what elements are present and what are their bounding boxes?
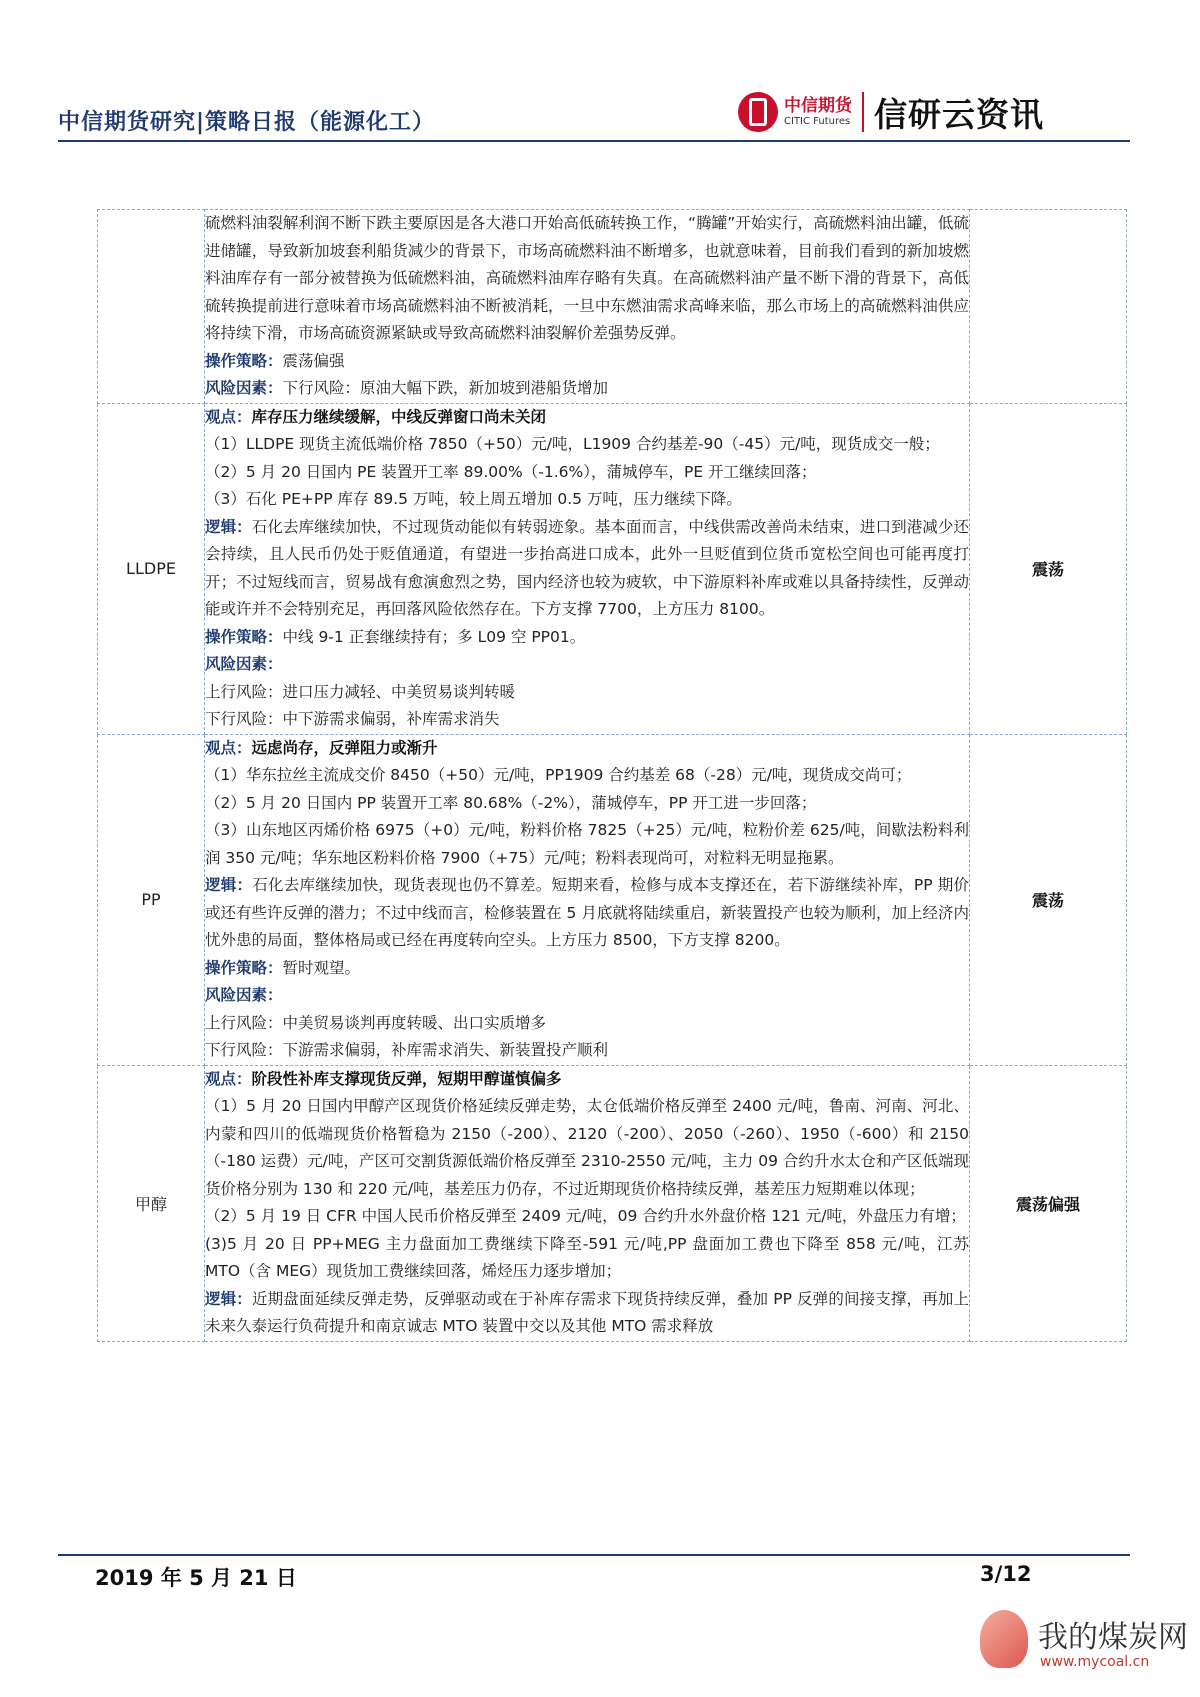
view-label: 观点： [205,407,252,426]
view-text: 库存压力继续缓解，中线反弹窗口尚未关闭 [251,407,547,426]
verdict-cell [970,210,1127,404]
point-item: （2）5 月 20 日国内 PE 装置开工率 89.00%（-1.6%），蒲城停车，PE 开工继续回落； [205,462,817,481]
logic-text: 近期盘面延续反弹走势，反弹驱动或在于补库存需求下现货持续反弹，叠加 PP 反弹的间接支撑，再加上未来久泰运行负荷提升和南京诚志 MTO 装置中交以及其他 MTO 需求释放 [205,1289,969,1335]
point-item: （1）LLDPE 现货主流低端价格 7850（+50）元/吨，L1909 合约基差-90（-45）元/吨，现货成交一般； [205,435,940,453]
verdict-cell: 震荡 [970,734,1127,1065]
point-item: （3）石化 PE+PP 库存 89.5 万吨，较上周五增加 0.5 万吨，压力继续下降。 [205,490,742,508]
watermark-name: 我的煤炭网 [1038,1620,1188,1655]
point-item: （3）山东地区丙烯价格 6975（+0）元/吨，粉料价格 7825（+25）元/吨，粒粉价差 625/吨，间歇法粉料利润 350 元/吨；华东地区粉料价格 7900（+75）元/吨；粉料表现尚可，对粒料无明显拖累。 [205,821,969,867]
risk-up-text: 上行风险：进口压力减轻、中美贸易谈判转暖 [205,682,516,701]
risk-label: 风险因素： [205,379,283,397]
logic-label: 逻辑： [205,876,253,894]
logic-text: 石化去库继续加快，现货表现也仍不算差。短期来看，检修与成本支撑还在，若下游继续补库，PP 期价或还有些许反弹的潜力；不过中线而言，检修装置在 5 月底就将陆续重启，新装置投产也较为顺利，加上经济内忧外患的局面，整体格局或已经在再度转向空头。上方压力 8500，下方支撑 8200。 [205,876,969,949]
risk-up-text: 上行风险：中美贸易谈判再度转暖、出口实质增多 [205,1013,547,1032]
page-number: 3/12 [980,1562,1032,1586]
point-item: （2）5 月 19 日 CFR 中国人民币价格反弹至 2409 元/吨，09 合约升水外盘价格 121 元/吨，外盘压力有增； [205,1207,966,1225]
risk-line [205,982,969,1010]
category-cell [98,210,205,404]
point-item: （1）5 月 20 日国内甲醇产区现货价格延续反弹走势，太仓低端价格反弹至 2400 元/吨，鲁南、河南、河北、内蒙和四川的低端现货价格暂稳为 2150（-200）、2120（-200）、2050（-260）、1950（-600）和 2150（-180 运费）元/吨，产区可交割货源低端价格反弹至 2310-2550 元/吨，主力 09 合约升水太仓和产区低端现货价格分别为 130 和 220 元/吨，基差压力仍存，不过近期现货价格持续反弹，基差压力短期难以体现； [205,1097,969,1198]
analysis-text: 硫燃料油裂解利润不断下跌主要原因是各大港口开始高低硫转换工作，“腾罐”开始实行，高硫燃料油出罐，低硫进储罐，导致新加坡套利船货减少的背景下，市场高硫燃料油不断增多，也就意味着，目前我们看到的新加坡燃料油库存有一部分被替换为低硫燃料油，高硫燃料油库存略有失真。在高硫燃料油产量不断下滑的背景下，高低硫转换提前进行意味着市场高硫燃料油不断被消耗，一旦中东燃油需求高峰来临，那么市场上的高硫燃料油供应将持续下滑，市场高硫资源紧缺或导致高硫燃料油裂解价差强势反弹。 [205,214,969,342]
risk-label: 风险因素： [205,655,283,673]
logo-cn: 中信期货 [784,96,852,117]
view-text: 阶段性补库支撑现货反弹，短期甲醇谨慎偏多 [251,1069,562,1088]
logo-separator [862,92,864,132]
point-item: （1）华东拉丝主流成交价 8450（+50）元/吨，PP1909 合约基差 68（-28）元/吨，现货成交尚可； [205,766,912,784]
citic-emblem-icon [738,92,778,132]
risk-down-text: 下行风险：中下游需求偏弱，补库需求消失 [205,710,500,728]
table-row-fuel-oil [98,210,1127,404]
verdict-cell: 震荡偏强 [970,1065,1127,1341]
logo-en: CITIC Futures [784,115,851,127]
verdict-cell: 震荡 [970,403,1127,734]
logic-label: 逻辑： [205,517,252,536]
logic-label: 逻辑： [205,1289,252,1308]
view-line [205,735,969,763]
view-label: 观点： [205,738,252,757]
logic-line [205,514,969,624]
content-cell [205,734,970,1065]
strategy-line [205,955,969,983]
citic-logo [738,88,1044,136]
table-row-methanol [98,1065,1127,1341]
view-line [205,1066,969,1094]
content-cell [205,210,970,404]
strategy-line [205,624,969,652]
watermark-url: www.mycoal.cn [1040,1654,1150,1670]
logic-line [205,872,969,955]
view-text: 远虑尚存，反弹阻力或渐升 [251,738,438,757]
table-row-pp [98,734,1127,1065]
strategy-label: 操作策略： [205,958,283,977]
logic-text: 石化去库继续加快，不过现货动能似有转弱迹象。基本面而言，中线供需改善尚未结束，进口到港减少还会持续，且人民币仍处于贬值通道，有望进一步抬高进口成本，此外一旦贬值到位货币宽松空间也可能再度打开；不过短线而言，贸易战有愈演愈烈之势，国内经济也较为疲软，中下游原料补库或难以具备持续性，反弹动能或许并不会特别充足，再回落风险依然存在。下方支撑 7700，上方压力 8100。 [205,517,969,618]
strategy-label: 操作策略： [205,627,283,646]
risk-text: 下行风险：原油大幅下跌，新加坡到港船货增加 [282,379,609,397]
point-item: (3)5 月 20 日 PP+MEG 主力盘面加工费继续下降至-591 元/吨,PP 盘面加工费也下降至 858 元/吨，江苏 MTO（含 MEG）现货加工费继续回落，烯烃压力逐步增加； [205,1234,969,1280]
content-cell [205,1065,970,1341]
strategy-line [205,348,969,376]
category-cell: PP [98,734,205,1065]
view-line [205,404,969,432]
point-item: （2）5 月 20 日国内 PP 装置开工率 80.68%（-2%），蒲城停车，PP 开工进一步回落； [205,793,817,812]
logic-line [205,1286,969,1341]
risk-label: 风险因素： [205,986,283,1004]
content-cell [205,403,970,734]
strategy-text: 震荡偏强 [282,351,345,370]
strategy-text: 暂时观望。 [282,958,361,977]
view-label: 观点： [205,1069,252,1088]
strategy-text: 中线 9-1 正套继续持有；多 L09 空 PP01。 [282,627,586,646]
risk-line [205,375,969,403]
report-title: 中信期货研究|策略日报（能源化工） [58,110,436,135]
category-cell: 甲醇 [98,1065,205,1341]
risk-line [205,651,969,679]
category-cell: LLDPE [98,403,205,734]
report-date: 2019 年 5 月 21 日 [95,1566,297,1590]
footer-rule [58,1554,1130,1556]
header-rule [58,140,1130,142]
risk-down-text: 下行风险：下游需求偏弱，补库需求消失、新装置投产顺利 [205,1041,609,1059]
strategy-table [97,209,1127,1342]
table-row-lldpe [98,403,1127,734]
flame-icon [980,1610,1028,1668]
brand-name: 信研云资讯 [874,94,1044,134]
strategy-label: 操作策略： [205,351,283,370]
